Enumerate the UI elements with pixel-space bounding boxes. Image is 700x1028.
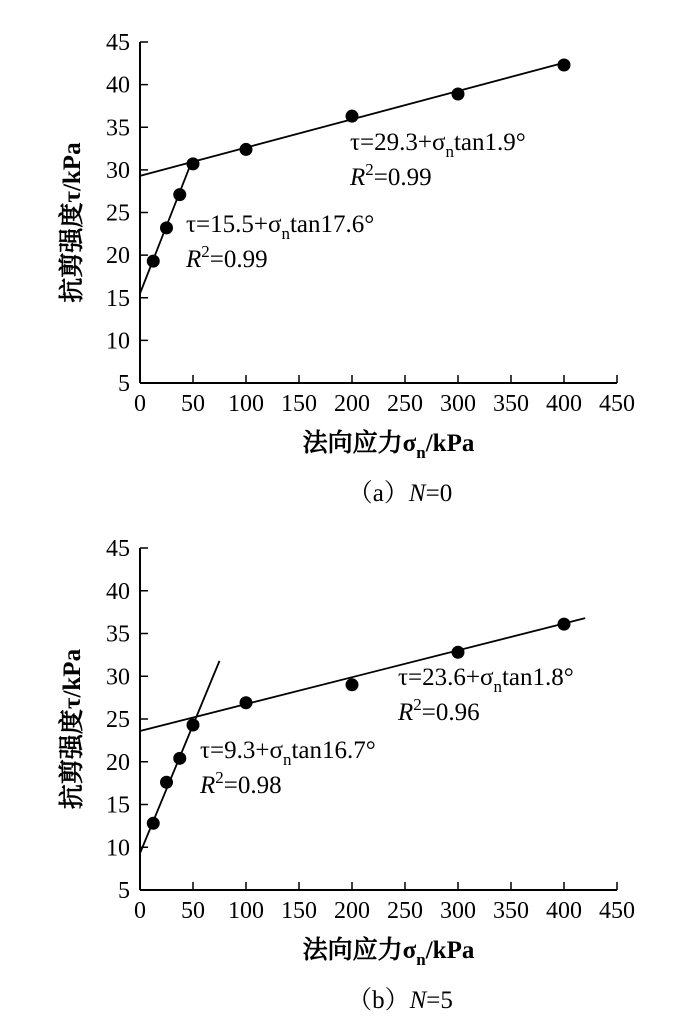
y-tick-label: 15 xyxy=(106,792,130,819)
y-tick-label: 30 xyxy=(106,664,130,691)
x-tick-label: 300 xyxy=(440,391,476,417)
data-point xyxy=(240,143,253,156)
fit-equation: $\tau=9.3+\sigma_n\tan 16.7^\circ$ xyxy=(200,737,376,769)
x-tick-label: 450 xyxy=(599,391,635,417)
x-tick-label: 400 xyxy=(546,898,582,924)
y-tick-label: 35 xyxy=(106,621,130,648)
y-axis-title: 抗剪强度τ/kPa xyxy=(59,142,86,303)
data-point xyxy=(187,157,200,170)
data-point xyxy=(160,221,173,234)
x-tick-label: 400 xyxy=(546,391,582,417)
y-tick-label: 30 xyxy=(106,157,130,184)
data-point xyxy=(187,718,200,731)
x-tick-label: 200 xyxy=(334,391,370,417)
y-tick-label: 45 xyxy=(106,536,130,562)
x-tick-label: 50 xyxy=(181,898,205,924)
fit-r2: $R^2=0.99$ xyxy=(186,242,268,273)
x-tick-label: 250 xyxy=(387,898,423,924)
fit-r2: $R^2=0.96$ xyxy=(398,695,480,726)
x-tick-label: 350 xyxy=(493,391,529,417)
data-point xyxy=(452,88,465,101)
y-tick-label: 10 xyxy=(106,328,130,355)
chart-caption: （a）N=0 xyxy=(347,480,453,507)
chart-b xyxy=(0,510,700,1028)
y-tick-label: 45 xyxy=(106,30,130,56)
data-point xyxy=(346,110,359,123)
data-point xyxy=(240,696,253,709)
x-tick-label: 150 xyxy=(281,391,317,417)
x-axis-title: 法向应力$\sigma_n$/kPa xyxy=(302,430,475,462)
chart-caption: （b）N=5 xyxy=(347,987,453,1014)
x-tick-label: 250 xyxy=(387,391,423,417)
x-tick-label: 0 xyxy=(134,898,146,924)
y-tick-label: 25 xyxy=(106,707,130,733)
x-tick-label: 200 xyxy=(334,898,370,924)
y-tick-label: 20 xyxy=(106,243,130,270)
x-tick-label: 150 xyxy=(281,898,317,924)
fit-equation: $\tau=23.6+\sigma_n\tan 1.8^\circ$ xyxy=(398,664,574,696)
fit-r2: $R^2=0.98$ xyxy=(200,768,282,799)
x-tick-label: 100 xyxy=(228,391,264,417)
y-tick-label: 15 xyxy=(106,285,130,312)
data-point xyxy=(147,817,160,830)
data-point xyxy=(346,678,359,691)
y-tick-label: 25 xyxy=(106,200,130,227)
y-tick-label: 5 xyxy=(118,371,130,397)
x-tick-label: 100 xyxy=(228,898,264,924)
y-tick-label: 35 xyxy=(106,115,130,142)
x-tick-label: 450 xyxy=(599,898,635,924)
data-point xyxy=(558,618,571,631)
y-tick-label: 5 xyxy=(118,878,130,904)
data-point xyxy=(160,776,173,789)
data-point xyxy=(173,188,186,201)
x-tick-label: 0 xyxy=(134,391,146,417)
y-tick-label: 20 xyxy=(106,749,130,776)
fit-r2: $R^2=0.99$ xyxy=(350,160,432,191)
y-tick-label: 40 xyxy=(106,578,130,605)
data-point xyxy=(147,255,160,268)
data-point xyxy=(452,646,465,659)
data-point xyxy=(173,752,186,765)
y-tick-label: 40 xyxy=(106,72,130,99)
chart-a xyxy=(0,0,700,510)
x-tick-label: 300 xyxy=(440,898,476,924)
fit-equation: $\tau=15.5+\sigma_n\tan 17.6^\circ$ xyxy=(186,211,375,243)
data-point xyxy=(558,59,571,72)
x-axis-title: 法向应力$\sigma_n$/kPa xyxy=(302,937,475,969)
x-tick-label: 50 xyxy=(181,391,205,417)
y-tick-label: 10 xyxy=(106,835,130,862)
fit-equation: $\tau=29.3+\sigma_n\tan 1.9^\circ$ xyxy=(350,129,526,161)
x-tick-label: 350 xyxy=(493,898,529,924)
y-axis-title: 抗剪强度τ/kPa xyxy=(59,648,86,810)
